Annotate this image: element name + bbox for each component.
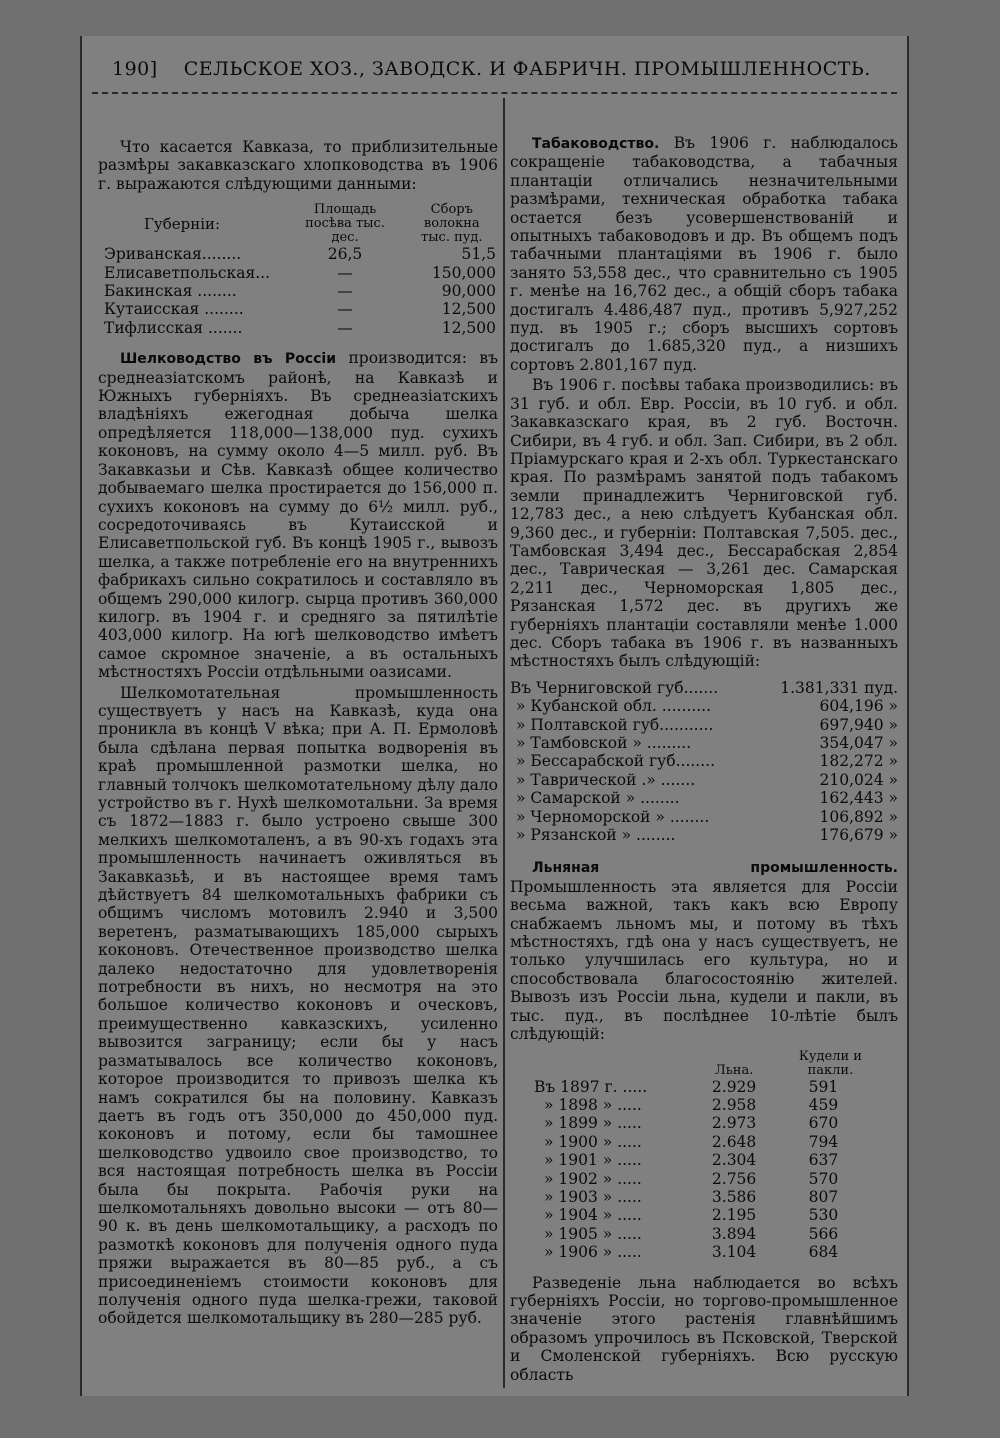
year-label: » 1899 » ..... bbox=[544, 1114, 642, 1133]
page-number: 190] bbox=[112, 58, 158, 80]
tow-value: 459 bbox=[808, 1095, 839, 1114]
table-row bbox=[104, 282, 496, 300]
table-row bbox=[534, 1114, 874, 1132]
col-area: Площадь посѣва тыс. дес. bbox=[305, 202, 385, 246]
year-label: » 1902 » ..... bbox=[544, 1169, 642, 1188]
col-harvest: Сборъ волокна тыс. пуд. bbox=[421, 202, 483, 246]
region-label: Въ Черниговской губ....... bbox=[510, 678, 719, 697]
table-row bbox=[534, 1188, 874, 1206]
tow-value: 794 bbox=[808, 1132, 839, 1151]
table-row bbox=[534, 1225, 874, 1243]
province-name: Тифлисская ....... bbox=[104, 318, 243, 337]
area-value: 26,5 bbox=[327, 245, 363, 264]
year-label: » 1901 » ..... bbox=[544, 1151, 642, 1170]
flax-heading: Льняная промышленность. bbox=[532, 860, 898, 877]
table-row bbox=[534, 1243, 874, 1261]
flax-paragraph bbox=[510, 858, 898, 1043]
col-flax: Льна. bbox=[714, 1062, 754, 1078]
table-row bbox=[104, 319, 496, 337]
tobacco-sowing-paragraph: Въ 1906 г. посѣвы табака производились: въ 31 губ. и обл. Евр. Россіи, въ 10 губ. и обл. Закавказскаго края, въ 2 губ. Восточн. Сибири, въ 4 губ. и обл. Зап. Сибири, въ 2 обл. Пріамурскаго края и 2-хъ обл. Туркестанскаго края. По размѣрамъ занятой подъ табакомъ земли принадлежитъ Черниговской губ. 12,783 дес., а нею слѣдуетъ Кубанская обл. 9,360 дес., и губерніи: Полтавская 7,505. дес., Тамбовская 3,494 дес., Бессарабская 2,854 дес., Таврическая — 3,261 дес. Самарская 2,211 дес., Черноморская 1,805 дес., Рязанская 1,572 дес. въ другихъ же губерніяхъ плантаціи составляли менѣе 1.000 дес. Сборъ табака въ 1906 г. въ названныхъ мѣстностяхъ былъ слѣдующій: bbox=[510, 376, 898, 671]
area-value: — bbox=[337, 300, 353, 319]
year-label: » 1905 » ..... bbox=[544, 1224, 642, 1243]
table-row bbox=[510, 808, 898, 826]
region-label: » Тамбовской » ......... bbox=[516, 734, 692, 752]
table-row bbox=[534, 1096, 874, 1114]
table-row bbox=[510, 716, 898, 734]
table-row bbox=[104, 245, 496, 263]
silk-heading: Шелководство въ Россіи bbox=[120, 351, 337, 368]
harvest-value: 12,500 bbox=[441, 318, 496, 337]
table-row bbox=[510, 826, 898, 844]
table-row bbox=[534, 1170, 874, 1188]
running-header bbox=[112, 58, 882, 88]
page-header-title: СЕЛЬСКОЕ ХОЗ., ЗАВОДСК. И ФАБРИЧН. ПРОМЫШЛЕННОСТЬ. bbox=[183, 58, 871, 80]
cotton-table bbox=[104, 203, 496, 337]
harvest-value: 150,000 bbox=[431, 263, 496, 282]
harvest-value: 106,892 » bbox=[819, 807, 898, 826]
table-row bbox=[104, 300, 496, 318]
harvest-value: 90,000 bbox=[441, 282, 496, 301]
tobacco-text: Въ 1906 г. наблюдалось сокращеніе табаководства, а табачныя плантаціи отличались незначительными размѣрами, техническая обработка табака остается безъ усовершенствованій и опытныхъ табаководовъ и др. Въ общемъ подъ табачными плантаціями въ 1906 г. было занято 53,558 дес., что сравнительно съ 1905 г. менѣе на 16,762 дес., а общій сборъ табака достигалъ 4.486,487 пуд., противъ 5,927,252 пуд. въ 1905 г.; сборъ высшихъ сортовъ достигалъ до 1.685,320 пуд., а низшихъ сортовъ 2.801,167 пуд. bbox=[510, 134, 898, 374]
tobacco-harvest-table bbox=[510, 679, 898, 845]
tow-value: 670 bbox=[808, 1114, 839, 1133]
table-row bbox=[510, 789, 898, 807]
tow-value: 570 bbox=[808, 1169, 839, 1188]
tow-value: 566 bbox=[808, 1224, 839, 1243]
province-name: Елисаветпольская... bbox=[104, 263, 271, 282]
flax-text: Промышленность эта является для Россіи весьма важной, такъ какъ всю Европу снабжаемъ льномъ мы, и потому въ тѣхъ мѣстностяхъ, гдѣ она у насъ существуетъ, не только улучшилась его культура, но и способствовала благосостоянію жителей. Вывозъ изъ Россіи льна, кудели и пакли, въ тыс. пуд., въ послѣднее 10-лѣтіе былъ слѣдующій: bbox=[510, 877, 898, 1044]
region-label: » Рязанской » ........ bbox=[516, 826, 676, 845]
flax-value: 2.756 bbox=[711, 1169, 757, 1188]
harvest-value: 697,940 » bbox=[819, 715, 898, 734]
flax-value: 2.195 bbox=[711, 1206, 757, 1225]
area-value: — bbox=[337, 282, 353, 301]
table-row bbox=[534, 1206, 874, 1224]
province-name: Эриванская........ bbox=[104, 245, 242, 264]
harvest-value: 210,024 » bbox=[819, 770, 898, 789]
region-label: » Бессарабской губ........ bbox=[516, 752, 716, 771]
table-row bbox=[534, 1151, 874, 1169]
silk-industry-paragraph: Шелкомотательная промышленность существуетъ у насъ на Кавказѣ, куда она проникла въ концѣ V вѣка; при А. П. Ермоловѣ была сдѣлана первая попытка водворенія въ краѣ промышленной размотки шелка, но главный толчокъ шелкомотательному дѣлу дало устройство въ г. Нухѣ шелкомотальни. За время съ 1872—1883 г. было устроено свыше 300 мелкихъ шелкомоталенъ, а въ 90-хъ годахъ эта промышленность начинаетъ оживляться въ Закавказьѣ, и въ настоящее время тамъ дѣйствуетъ 84 шелкомотальныхъ фабрики съ общимъ числомъ мотовилъ 2.940 и 3,500 веретенъ, разматывающихъ 185,000 сырыхъ коконовъ. Отечественное производство шелка далеко недостаточно для удовлетворенія потребности въ нихъ, но несмотря на это большое количество коконовъ и оческовъ, преимущественно кавказскихъ, усиленно вывозится заграницу; если бы у насъ разматывалось все количество коконовъ, которое производится то привозъ шелка къ намъ сократился бы на половину. Кавказъ даетъ въ годъ отъ 350,000 до 450,000 пуд. коконовъ и потому, если бы тамошнее шелководство удвоило свое производство, то вся настоящая потребность шелка въ Россіи была бы покрыта. Рабочія руки на шелкомотальняхъ довольно высоки — отъ 80—90 к. въ день шелкомотальщику, а расходъ по размоткѣ коконовъ для полученія одного пуда пряжи выражается въ 80—85 руб., а съ присоединеніемъ стоимости коконовъ для полученія одного пуда шелка-грежи, таковой обойдется шелкомотальщику въ 280—285 руб. bbox=[98, 683, 498, 1328]
table-row bbox=[510, 734, 898, 752]
flax-value: 3.894 bbox=[711, 1224, 757, 1243]
caucasus-cotton-intro: Что касается Кавказа, то приблизительные размѣры закавказскаго хлопководства въ 1906 г. выражаются слѣдующими данными: bbox=[98, 138, 498, 193]
silk-paragraph bbox=[98, 349, 498, 681]
cotton-table-header bbox=[104, 203, 496, 245]
table-row bbox=[510, 697, 898, 715]
harvest-value: 1.381,331 пуд. bbox=[780, 678, 898, 697]
table-row bbox=[510, 771, 898, 789]
flax-value: 3.104 bbox=[711, 1243, 757, 1262]
region-label: » Самарской » ........ bbox=[516, 789, 680, 808]
table-row bbox=[534, 1078, 874, 1096]
harvest-value: 354,047 » bbox=[819, 734, 898, 752]
table-row bbox=[510, 752, 898, 770]
harvest-value: 182,272 » bbox=[819, 752, 898, 771]
year-label: » 1898 » ..... bbox=[544, 1095, 642, 1114]
flax-value: 2.973 bbox=[711, 1114, 757, 1133]
table-row bbox=[534, 1133, 874, 1151]
flax-value: 3.586 bbox=[711, 1187, 757, 1206]
year-label: » 1903 » ..... bbox=[544, 1187, 642, 1206]
year-label: Въ 1897 г. ..... bbox=[534, 1077, 648, 1096]
col-province: Губерніи: bbox=[144, 215, 221, 234]
tow-value: 591 bbox=[808, 1077, 839, 1096]
region-label: » Таврической .» ....... bbox=[516, 770, 696, 789]
province-name: Бакинская ........ bbox=[104, 282, 237, 301]
region-label: » Черноморской » ........ bbox=[516, 807, 710, 826]
harvest-value: 51,5 bbox=[461, 245, 496, 264]
tow-value: 684 bbox=[808, 1243, 839, 1262]
flax-value: 2.958 bbox=[711, 1095, 757, 1114]
book-page bbox=[80, 36, 909, 1396]
tow-value: 637 bbox=[808, 1151, 839, 1170]
harvest-value: 162,443 » bbox=[819, 789, 898, 808]
tow-value: 530 bbox=[808, 1206, 839, 1225]
area-value: — bbox=[337, 318, 353, 337]
tobacco-paragraph bbox=[510, 134, 898, 374]
flax-table-header bbox=[534, 1050, 874, 1078]
harvest-value: 176,679 » bbox=[819, 826, 898, 845]
header-rule bbox=[92, 92, 897, 94]
right-column bbox=[510, 96, 898, 1384]
flax-value: 2.304 bbox=[711, 1151, 757, 1170]
flax-value: 2.648 bbox=[711, 1132, 757, 1151]
province-name: Кутаисская ........ bbox=[104, 300, 244, 319]
table-row bbox=[104, 264, 496, 282]
flax-export-table bbox=[534, 1050, 874, 1262]
region-label: » Полтавской губ........... bbox=[516, 715, 714, 734]
tobacco-heading: Табаководство. bbox=[532, 136, 660, 152]
table-row bbox=[510, 679, 898, 697]
col-tow: Кудели и пакли. bbox=[798, 1048, 862, 1078]
flax-value: 2.929 bbox=[711, 1077, 757, 1096]
region-label: » Кубанской обл. .......... bbox=[516, 697, 712, 716]
year-label: » 1906 » ..... bbox=[544, 1243, 642, 1262]
area-value: — bbox=[337, 263, 353, 282]
year-label: » 1904 » ..... bbox=[544, 1206, 642, 1225]
left-column bbox=[98, 96, 498, 1328]
flax-cultivation-paragraph: Разведеніе льна наблюдается во всѣхъ губерніяхъ Россіи, но торгово-промышленное значеніе этого растенія главнѣйшимъ образомъ упрочилось въ Псковской, Тверской и Смоленской губерніяхъ. Всю русскую область bbox=[510, 1273, 898, 1384]
harvest-value: 604,196 » bbox=[819, 697, 898, 716]
harvest-value: 12,500 bbox=[441, 300, 496, 319]
silk-text: производится: въ среднеазіатскомъ районѣ, на Кавказѣ и Южныхъ губерніяхъ. Въ среднеазіатскихъ владѣніяхъ ежегодная добыча шелка опредѣляется 118,000—138,000 пуд. сухихъ коконовъ, на сумму около 4—5 милл. руб. Въ Закавказьи и Сѣв. Кавказѣ общее количество добываемаго шелка простирается до 156,000 п. сухихъ коконовъ на сумму до 6½ милл. руб., сосредоточиваясь въ Кутаисской и Елисаветпольской губ. Въ концѣ 1905 г., вывозъ шелка, а также потребленіе его на внутреннихъ фабрикахъ сильно сократилось и составляло въ общемъ 290,000 килогр. сырца противъ 360,000 килогр. въ 1904 г. и средняго за пятилѣтіе 403,000 килогр. На югѣ шелководство имѣетъ самое скромное значеніе, а въ остальныхъ мѣстностяхъ Россіи отдѣльными оазисами. bbox=[98, 349, 498, 682]
tow-value: 807 bbox=[808, 1187, 839, 1206]
year-label: » 1900 » ..... bbox=[544, 1132, 642, 1151]
column-divider bbox=[503, 98, 505, 1388]
